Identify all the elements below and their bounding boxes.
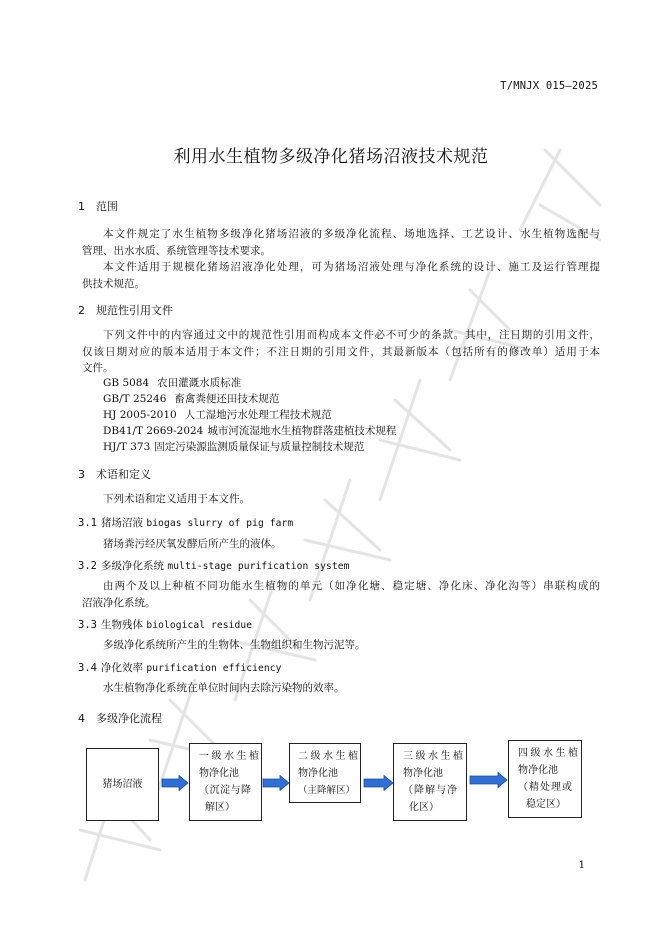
text-line: 由两个及以上种植不同功能水生植物的单元（如净化塘、稳定塘、净化床、净化沟等）串联构成的 [103,580,600,592]
term-english: biological residue [146,620,253,631]
text-line: 本文件适用于规模化猪场沼液净化处理，可为猪场沼液处理与净化系统的设计、施工及运行管理提 [103,261,600,273]
flow-arrow-icon [363,775,394,791]
flow-box-label: 猪场沼液 [102,779,143,790]
reference-item [103,391,279,408]
reference-item [103,423,396,440]
section-1-heading [78,198,118,214]
text-line: 下列术语和定义适用于本文件。 [103,493,250,505]
flow-arrow-icon [161,775,189,791]
flow-box-stage-1 [189,743,262,821]
flow-box-line: 化区） [409,802,439,813]
page-number: 1 [578,860,585,871]
term-chinese: 净化效率 [101,662,143,674]
flow-box-line: 一级水生植 [199,751,262,762]
reference-name: 城市河流湿地水生植物群落建植技术规程 [207,425,397,437]
term-3-1-heading [78,515,293,530]
section-1-paragraph-2 [82,259,600,292]
flow-box-stage-2 [289,743,361,803]
term-3-1-definition [82,536,600,553]
term-english: purification efficiency [146,663,282,674]
section-number: 4 [78,712,85,725]
flow-box-line: 二级水生植 [298,751,361,762]
flow-box-stage-3 [393,743,467,821]
section-title: 规范性引用文件 [96,304,173,317]
text-line: 仅该日期对应的版本适用于本文件；不注日期的引用文件，其最新版本（包括所有的修改单）适用于本 [82,345,600,358]
reference-name: 人工湿地污水处理工程技术规范 [184,409,332,421]
section-title: 范围 [96,200,118,213]
section-number: 2 [78,304,85,317]
term-number: 3.3 [78,619,97,631]
text-line: 下列文件中的内容通过文中的规范性引用而构成本文件必不可少的条款。其中，注日期的引用文件， [103,329,600,341]
reference-item [103,407,332,424]
flow-box-line: 四级水生植 [518,748,581,759]
text-line: 猪场粪污经厌氧发酵后所产生的液体。 [103,538,282,550]
document-title: 利用水生植物多级净化猪场沼液技术规范 [173,147,489,167]
text-line: 文件。 [82,362,114,374]
term-3-4-heading [78,660,282,675]
flow-box-line: 物净化池 [403,768,443,779]
text-line: 本文件规定了水生植物多级净化猪场沼液的多级净化流程、场地选择、工艺设计、水生植物选配与 [103,228,600,240]
section-3-heading [78,466,151,482]
text-line: 水生植物净化系统在单位时间内去除污染物的效率。 [103,682,345,694]
flow-box-line: 稳定区） [526,799,566,810]
term-number: 3.4 [78,662,97,674]
flow-box-line: 解区） [205,802,235,813]
reference-name: 畜禽粪便还田技术规范 [174,393,280,405]
flow-box-line: 物净化池 [199,768,239,779]
section-3-intro [82,491,600,508]
text-line: 沼液净化系统。 [82,596,156,609]
text-line: 多级净化系统所产生的生物体、生物组织和生物污泥等。 [103,639,366,651]
flow-arrow-icon [262,775,290,791]
flow-box-line: 物净化池 [298,768,338,779]
section-number: 1 [78,200,85,213]
section-number: 3 [78,468,85,481]
section-4-heading [78,710,162,726]
flow-box-line: （精处理或 [518,782,573,793]
reference-name: 农田灌溉水质标准 [157,377,242,389]
reference-code: DB41/T 2669-2024 [103,425,204,437]
document-code: T/MNJX 015—2025 [500,80,598,92]
section-1-paragraph-1 [82,226,600,259]
term-english: multi-stage purification system [167,561,350,572]
term-3-2-heading [78,558,350,573]
term-chinese: 猪场沼液 [101,517,143,529]
term-number: 3.1 [78,517,97,529]
section-title: 多级净化流程 [96,712,162,725]
reference-item [103,375,241,392]
text-line: 供技术规范。 [82,277,145,290]
term-chinese: 生物残体 [101,619,143,631]
reference-name: 固定污染源监测质量保证与质量控制技术规范 [154,441,365,453]
term-3-2-definition [82,578,600,611]
reference-code: GB 5084 [103,377,150,389]
flow-box-line: （沉淀与降 [199,785,252,796]
term-3-3-heading [78,617,252,632]
reference-code: GB/T 25246 [103,393,167,405]
reference-item [103,439,364,456]
term-number: 3.2 [78,560,97,572]
flow-box-line: 三级水生植 [403,751,466,762]
flow-box-source [86,748,159,821]
reference-code: HJ 2005-2010 [103,409,177,421]
flow-arrow-icon [469,772,508,788]
term-3-4-definition [82,680,600,697]
text-line: 管理、出水水质、系统管理等技术要求。 [82,244,271,257]
reference-code: HJ/T 373 [103,441,151,453]
flow-box-line: （主降解区） [298,785,356,796]
flow-box-line: 物净化池 [518,765,558,776]
term-chinese: 多级净化系统 [101,560,164,572]
section-2-heading [78,302,173,318]
term-english: biogas slurry of pig farm [146,518,294,529]
term-3-3-definition [82,637,600,654]
flow-box-line: （降解与净 [403,785,458,796]
flow-box-stage-4 [508,740,582,818]
section-title: 术语和定义 [96,468,151,481]
section-2-paragraph [82,327,600,377]
